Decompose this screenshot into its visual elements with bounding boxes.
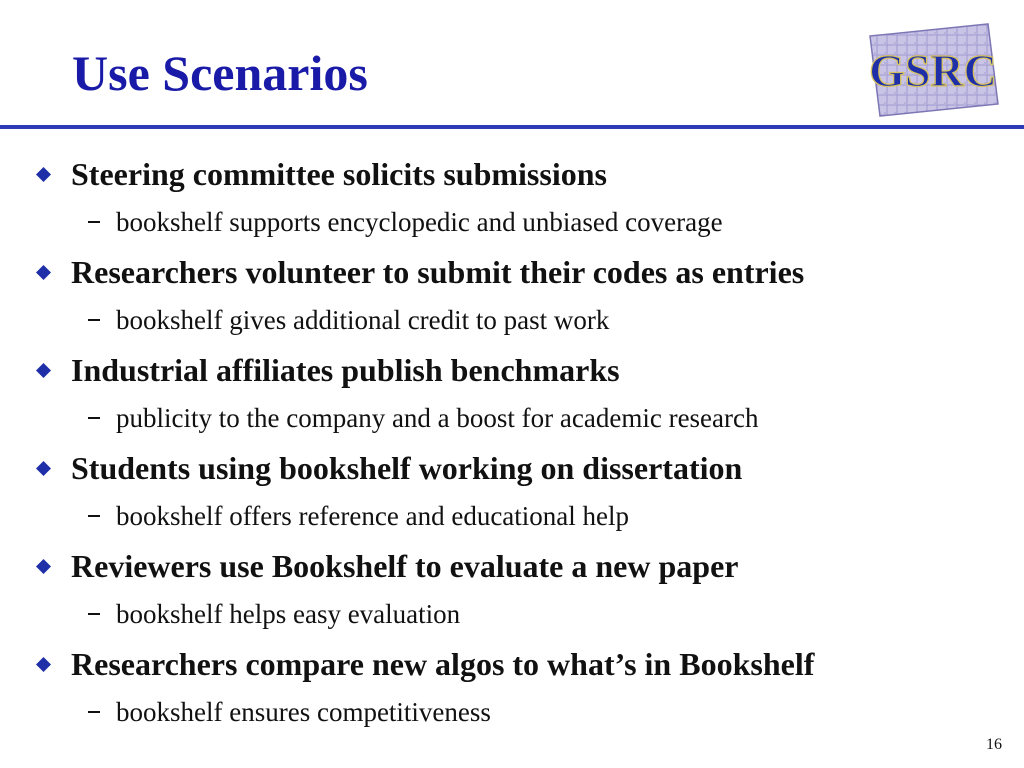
sub-bullet-text: publicity to the company and a boost for academic research xyxy=(116,402,759,433)
bullet-item xyxy=(36,249,1016,347)
sub-bullet-text: bookshelf ensures competitiveness xyxy=(116,696,491,727)
gsrc-logo xyxy=(862,20,1004,120)
bullet-item xyxy=(36,543,1016,641)
bullet-text: Steering committee solicits submissions xyxy=(71,155,607,192)
diamond-bullet-icon xyxy=(36,167,51,182)
sub-bullet-text: bookshelf supports encyclopedic and unbiased coverage xyxy=(116,206,723,237)
bullet-text: Researchers volunteer to submit their codes as entries xyxy=(71,253,805,290)
dash-icon xyxy=(88,417,100,419)
sub-bullet-text: bookshelf gives additional credit to past work xyxy=(116,304,610,335)
dash-icon xyxy=(88,711,100,713)
sub-bullet-text: bookshelf helps easy evaluation xyxy=(116,598,461,629)
bullet-list xyxy=(36,151,1016,739)
dash-icon xyxy=(88,319,100,321)
title-divider xyxy=(0,125,1024,129)
diamond-bullet-icon xyxy=(36,461,51,476)
bullet-text: Students using bookshelf working on dissertation xyxy=(71,449,743,486)
dash-icon xyxy=(88,515,100,517)
bullet-item xyxy=(36,445,1016,543)
diamond-bullet-icon xyxy=(36,559,51,574)
sub-bullet-text: bookshelf offers reference and educational help xyxy=(116,500,630,531)
slide-title: Use Scenarios xyxy=(72,45,368,101)
bullet-text: Researchers compare new algos to what’s in Bookshelf xyxy=(71,645,815,682)
diamond-bullet-icon xyxy=(36,363,51,378)
bullet-item xyxy=(36,641,1016,739)
dash-icon xyxy=(88,613,100,615)
svg-text:GSRC: GSRC xyxy=(869,45,997,96)
bullet-item xyxy=(36,347,1016,445)
diamond-bullet-icon xyxy=(36,657,51,672)
bullet-text: Industrial affiliates publish benchmarks xyxy=(71,351,620,388)
diamond-bullet-icon xyxy=(36,265,51,280)
page-number: 16 xyxy=(986,736,1002,753)
bullet-text: Reviewers use Bookshelf to evaluate a new paper xyxy=(71,547,739,584)
dash-icon xyxy=(88,221,100,223)
bullet-item xyxy=(36,151,1016,249)
